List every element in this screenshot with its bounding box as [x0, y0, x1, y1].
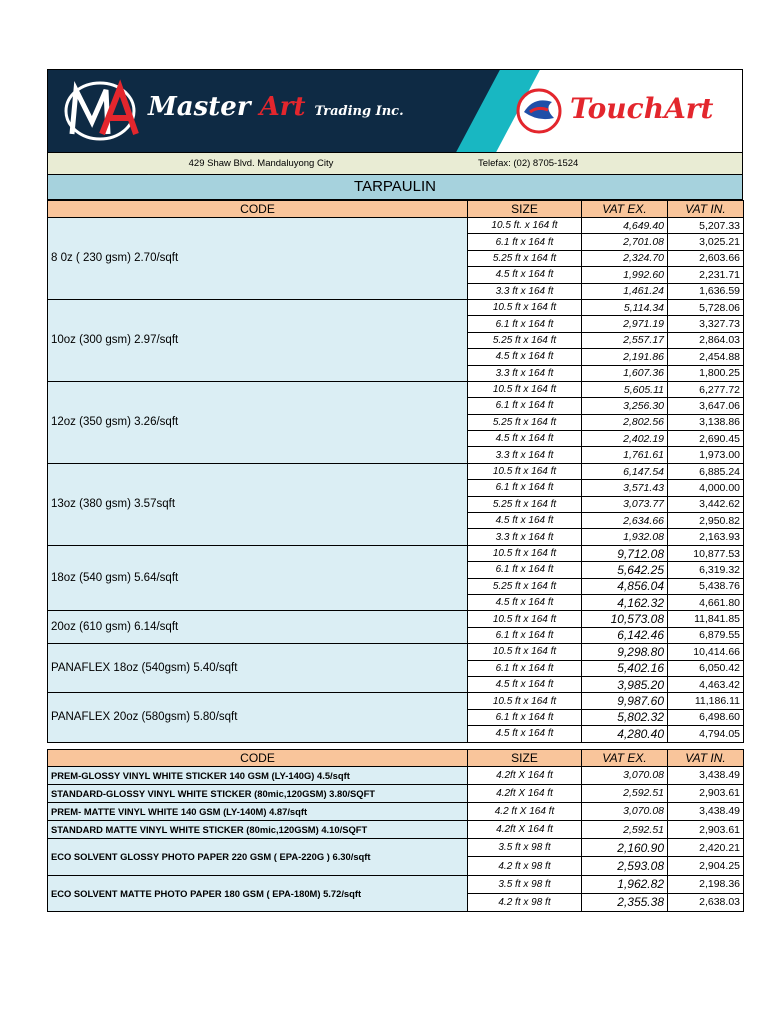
vat-ex-cell: 3,070.08 — [582, 802, 668, 820]
size-cell: 6.1 ft x 164 ft — [468, 660, 582, 676]
vat-in-cell: 6,050.42 — [668, 660, 744, 676]
vat-ex-cell: 2,701.08 — [582, 234, 668, 250]
size-cell: 5.25 ft x 164 ft — [468, 332, 582, 348]
vat-ex-cell: 3,571.43 — [582, 480, 668, 496]
size-cell: 5.25 ft x 164 ft — [468, 250, 582, 266]
vat-in-cell: 4,463.42 — [668, 676, 744, 692]
vat-ex-cell: 4,162.32 — [582, 594, 668, 610]
size-cell: 6.1 ft x 164 ft — [468, 627, 582, 643]
brand-trading-text: Trading Inc. — [314, 104, 404, 119]
vat-in-cell: 4,000.00 — [668, 480, 744, 496]
vat-in-cell: 6,879.55 — [668, 627, 744, 643]
size-cell: 6.1 ft x 164 ft — [468, 234, 582, 250]
vat-in-cell: 10,414.66 — [668, 644, 744, 660]
table-row — [48, 693, 744, 709]
vat-ex-cell: 2,593.08 — [582, 857, 668, 875]
size-cell: 3.3 ft x 164 ft — [468, 283, 582, 299]
vat-ex-cell: 2,557.17 — [582, 332, 668, 348]
product-code-cell: 13oz (380 gsm) 3.57sqft — [48, 463, 468, 545]
vat-ex-cell: 5,605.11 — [582, 381, 668, 397]
vat-ex-cell: 6,142.46 — [582, 627, 668, 643]
size-cell: 4.2 ft x 98 ft — [468, 893, 582, 911]
table-row — [48, 784, 744, 802]
vat-ex-cell: 2,324.70 — [582, 250, 668, 266]
size-cell: 4.5 ft x 164 ft — [468, 431, 582, 447]
vat-in-cell: 6,319.32 — [668, 562, 744, 578]
vat-in-cell: 3,647.06 — [668, 398, 744, 414]
size-cell: 3.3 ft x 164 ft — [468, 447, 582, 463]
col-header-vat-in: VAT IN. — [668, 201, 744, 218]
vat-in-cell: 2,198.36 — [668, 875, 744, 893]
vat-ex-cell: 2,160.90 — [582, 839, 668, 857]
vat-ex-cell: 6,147.54 — [582, 463, 668, 479]
vat-ex-cell: 10,573.08 — [582, 611, 668, 627]
size-cell: 6.1 ft x 164 ft — [468, 316, 582, 332]
size-cell: 3.3 ft x 164 ft — [468, 365, 582, 381]
size-cell: 10.5 ft x 164 ft — [468, 381, 582, 397]
vat-ex-cell: 5,802.32 — [582, 709, 668, 725]
size-cell: 4.5 ft x 164 ft — [468, 594, 582, 610]
product-code-cell: STANDARD MATTE VINYL WHITE STICKER (80mic,120GSM) 4.10/SQFT — [48, 821, 468, 839]
section-title-tarpaulin: TARPAULIN — [47, 175, 743, 200]
brand-touchart: TouchArt — [570, 92, 714, 125]
vat-in-cell: 2,690.45 — [668, 431, 744, 447]
product-code-cell: STANDARD-GLOSSY VINYL WHITE STICKER (80mic,120GSM) 3.80/SQFT — [48, 784, 468, 802]
product-code-cell: PANAFLEX 18oz (540gsm) 5.40/sqft — [48, 644, 468, 693]
vat-in-cell: 2,950.82 — [668, 513, 744, 529]
vat-in-cell: 2,904.25 — [668, 857, 744, 875]
size-cell: 10.5 ft x 164 ft — [468, 611, 582, 627]
vat-ex-cell: 4,649.40 — [582, 218, 668, 234]
size-cell: 3.3 ft x 164 ft — [468, 529, 582, 545]
vat-in-cell: 2,231.71 — [668, 267, 744, 283]
size-cell: 6.1 ft x 164 ft — [468, 398, 582, 414]
vat-ex-cell: 9,987.60 — [582, 693, 668, 709]
size-cell: 3.5 ft x 98 ft — [468, 875, 582, 893]
size-cell: 4.2ft X 164 ft — [468, 784, 582, 802]
header-banner — [47, 69, 743, 152]
size-cell: 10.5 ft x 164 ft — [468, 545, 582, 561]
size-cell: 10.5 ft x 164 ft — [468, 299, 582, 315]
vat-ex-cell: 5,114.34 — [582, 299, 668, 315]
product-code-cell: 20oz (610 gsm) 6.14/sqft — [48, 611, 468, 644]
vat-in-cell: 5,438.76 — [668, 578, 744, 594]
vat-in-cell: 11,186.11 — [668, 693, 744, 709]
size-cell: 4.5 ft x 164 ft — [468, 676, 582, 692]
vat-in-cell: 4,661.80 — [668, 594, 744, 610]
table-row — [48, 875, 744, 893]
size-cell: 4.5 ft x 164 ft — [468, 349, 582, 365]
telefax-text: Telefax: (02) 8705-1524 — [478, 158, 579, 169]
table-row — [48, 299, 744, 315]
vat-in-cell: 3,025.21 — [668, 234, 744, 250]
vat-ex-cell: 1,992.60 — [582, 267, 668, 283]
col-header-vat-ex: VAT EX. — [582, 201, 668, 218]
vat-ex-cell: 2,634.66 — [582, 513, 668, 529]
product-code-cell: ECO SOLVENT MATTE PHOTO PAPER 180 GSM ( EPA-180M) 5.72/sqft — [48, 875, 468, 911]
vat-ex-cell: 1,607.36 — [582, 365, 668, 381]
vat-in-cell: 6,277.72 — [668, 381, 744, 397]
col-header-size: SIZE — [468, 749, 582, 766]
size-cell: 6.1 ft x 164 ft — [468, 709, 582, 725]
vat-ex-cell: 3,985.20 — [582, 676, 668, 692]
table-row — [48, 821, 744, 839]
brand-art-text: Art — [259, 92, 306, 122]
product-code-cell: 12oz (350 gsm) 3.26/sqft — [48, 381, 468, 463]
brand-masterart — [148, 92, 404, 122]
size-cell: 5.25 ft x 164 ft — [468, 496, 582, 512]
col-header-size: SIZE — [468, 201, 582, 218]
vat-in-cell: 2,163.93 — [668, 529, 744, 545]
vat-ex-cell: 1,932.08 — [582, 529, 668, 545]
vat-ex-cell: 4,856.04 — [582, 578, 668, 594]
vat-in-cell: 5,728.06 — [668, 299, 744, 315]
vat-in-cell: 6,885.24 — [668, 463, 744, 479]
vat-ex-cell: 2,971.19 — [582, 316, 668, 332]
vat-in-cell: 4,794.05 — [668, 726, 744, 742]
vat-ex-cell: 2,592.51 — [582, 821, 668, 839]
vat-in-cell: 2,420.21 — [668, 839, 744, 857]
vat-ex-cell: 9,712.08 — [582, 545, 668, 561]
table-row — [48, 611, 744, 627]
size-cell: 6.1 ft x 164 ft — [468, 562, 582, 578]
vat-in-cell: 6,498.60 — [668, 709, 744, 725]
vat-in-cell: 3,438.49 — [668, 802, 744, 820]
size-cell: 10.5 ft x 164 ft — [468, 463, 582, 479]
size-cell: 4.5 ft x 164 ft — [468, 267, 582, 283]
product-code-cell: 8 0z ( 230 gsm) 2.70/sqft — [48, 218, 468, 300]
vat-ex-cell: 2,402.19 — [582, 431, 668, 447]
size-cell: 3.5 ft x 98 ft — [468, 839, 582, 857]
price-sheet — [47, 69, 743, 912]
size-cell: 4.5 ft x 164 ft — [468, 513, 582, 529]
table-row — [48, 545, 744, 561]
size-cell: 4.2 ft X 164 ft — [468, 802, 582, 820]
size-cell: 10.5 ft. x 164 ft — [468, 218, 582, 234]
vat-in-cell: 2,638.03 — [668, 893, 744, 911]
vat-ex-cell: 1,461.24 — [582, 283, 668, 299]
vat-in-cell: 1,973.00 — [668, 447, 744, 463]
vat-in-cell: 2,603.66 — [668, 250, 744, 266]
address-bar — [47, 152, 743, 175]
toucan-logo-icon — [514, 88, 564, 134]
tarpaulin-table — [47, 200, 744, 743]
size-cell: 4.2 ft x 98 ft — [468, 857, 582, 875]
vat-ex-cell: 2,191.86 — [582, 349, 668, 365]
vat-in-cell: 1,800.25 — [668, 365, 744, 381]
vat-in-cell: 3,327.73 — [668, 316, 744, 332]
table-row — [48, 839, 744, 857]
vat-ex-cell: 2,802.56 — [582, 414, 668, 430]
col-header-code: CODE — [48, 749, 468, 766]
vat-ex-cell: 9,298.80 — [582, 644, 668, 660]
address-text: 429 Shaw Blvd. Mandaluyong City — [188, 158, 334, 169]
size-cell: 10.5 ft x 164 ft — [468, 693, 582, 709]
vat-ex-cell: 1,962.82 — [582, 875, 668, 893]
vat-ex-cell: 2,355.38 — [582, 893, 668, 911]
vat-ex-cell: 1,761.61 — [582, 447, 668, 463]
table-row — [48, 766, 744, 784]
table-row — [48, 463, 744, 479]
col-header-vat-in: VAT IN. — [668, 749, 744, 766]
product-code-cell: 18oz (540 gsm) 5.64/sqft — [48, 545, 468, 611]
vat-ex-cell: 4,280.40 — [582, 726, 668, 742]
vat-in-cell: 5,207.33 — [668, 218, 744, 234]
vat-in-cell: 2,454.88 — [668, 349, 744, 365]
size-cell: 6.1 ft x 164 ft — [468, 480, 582, 496]
vat-ex-cell: 5,642.25 — [582, 562, 668, 578]
table-row — [48, 644, 744, 660]
size-cell: 5.25 ft x 164 ft — [468, 578, 582, 594]
vat-ex-cell: 3,256.30 — [582, 398, 668, 414]
table-row — [48, 381, 744, 397]
masterart-logo-icon — [62, 78, 140, 144]
vat-ex-cell: 2,592.51 — [582, 784, 668, 802]
vat-in-cell: 3,138.86 — [668, 414, 744, 430]
vat-in-cell: 3,438.49 — [668, 766, 744, 784]
vat-in-cell: 2,903.61 — [668, 784, 744, 802]
sticker-table — [47, 749, 744, 913]
vat-ex-cell: 3,070.08 — [582, 766, 668, 784]
vat-ex-cell: 3,073.77 — [582, 496, 668, 512]
vat-in-cell: 2,864.03 — [668, 332, 744, 348]
size-cell: 4.2ft X 164 ft — [468, 766, 582, 784]
product-code-cell: PREM-GLOSSY VINYL WHITE STICKER 140 GSM (LY-140G) 4.5/sqft — [48, 766, 468, 784]
size-cell: 5.25 ft x 164 ft — [468, 414, 582, 430]
table-row — [48, 218, 744, 234]
size-cell: 4.2ft X 164 ft — [468, 821, 582, 839]
product-code-cell: ECO SOLVENT GLOSSY PHOTO PAPER 220 GSM ( EPA-220G ) 6.30/sqft — [48, 839, 468, 875]
col-header-vat-ex: VAT EX. — [582, 749, 668, 766]
table-row — [48, 802, 744, 820]
product-code-cell: 10oz (300 gsm) 2.97/sqft — [48, 299, 468, 381]
vat-in-cell: 11,841.85 — [668, 611, 744, 627]
size-cell: 4.5 ft x 164 ft — [468, 726, 582, 742]
product-code-cell: PANAFLEX 20oz (580gsm) 5.80/sqft — [48, 693, 468, 742]
size-cell: 10.5 ft x 164 ft — [468, 644, 582, 660]
vat-in-cell: 3,442.62 — [668, 496, 744, 512]
vat-in-cell: 2,903.61 — [668, 821, 744, 839]
col-header-code: CODE — [48, 201, 468, 218]
vat-in-cell: 10,877.53 — [668, 545, 744, 561]
vat-in-cell: 1,636.59 — [668, 283, 744, 299]
brand-master-text: Master — [148, 92, 251, 122]
product-code-cell: PREM- MATTE VINYL WHITE 140 GSM (LY-140M) 4.87/sqft — [48, 802, 468, 820]
vat-ex-cell: 5,402.16 — [582, 660, 668, 676]
